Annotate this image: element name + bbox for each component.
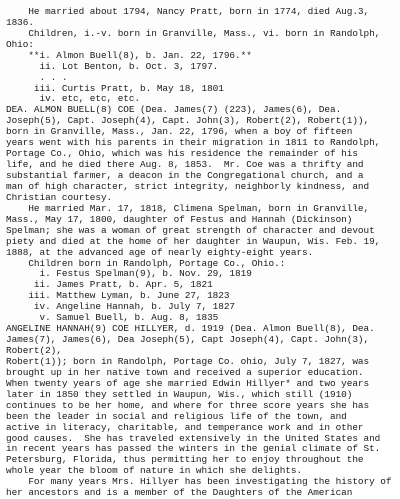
text-line: man of high character, strict integrity, neighborly kindness, and: [6, 180, 370, 192]
text-line: brought up in her native town and received a superior education.: [6, 366, 364, 378]
text-line: been the leader in social and religious life of the town, and: [6, 410, 347, 422]
text-line: active in literacy, charitable, and temperance work and in other: [6, 421, 364, 433]
text-line: v. Samuel Buell, b. Aug. 8, 1835: [6, 312, 219, 324]
text-line: Joseph(5), Capt. Joseph(4), Capt. John(3), Robert(2), Robert(1)),: [6, 115, 370, 127]
text-line: ANGELINE HANNAH(9) COE HILLYER, d. 1919 (Dea. Almon Buell(8), Dea.: [6, 323, 375, 335]
text-line: DEA. ALMON BUELL(8) COE (Dea. James(7) (223), James(6), Dea.: [6, 104, 342, 116]
text-line: substantial farmer, a deacon in the Congregational church, and a: [6, 170, 364, 181]
text-line: piety and died at the home of her daughter in Waupun, Wis. Feb. 19,: [6, 235, 381, 247]
text-line: 1836.: [6, 16, 34, 28]
text-line: Spelman; she was a woman of great strength of character and devout: [6, 224, 375, 236]
text-line: later in 1850 they settled in Waupun, Wis., which still (1910): [6, 388, 353, 400]
text-line: iv. etc, etc, etc.: [6, 93, 141, 105]
text-line: life, and he died there Aug. 8, 1853. Mr. Coe was a thrifty and: [6, 159, 364, 171]
text-line: Children born in Randolph, Portage Co., Ohio.:: [6, 257, 286, 269]
text-line: He married Mar. 17, 1818, Climena Spelman, born in Granville,: [6, 202, 370, 214]
text-line: Robert(1)); born in Randolph, Portage Co. ohio, July 7, 1827, was: [6, 355, 370, 367]
text-line: He married about 1794, Nancy Pratt, born in 1774, died Aug.3,: [6, 5, 370, 17]
genealogy-text-block: [6, 0, 398, 499]
text-line: Christian courtesy.: [6, 191, 113, 203]
text-line: **i. Almon Buell(8), b. Jan. 22, 1796.**: [6, 49, 252, 61]
text-line: James(7), James(6), Dea Joseph(5), Capt Joseph(4), Capt. John(3),: [6, 334, 370, 346]
text-line: Robert(2),: [6, 345, 62, 356]
text-line: in recent years has passed the winters in the genial climate of St.: [6, 443, 381, 455]
text-line: ii. Lot Benton, b. Oct. 3, 1797.: [6, 60, 219, 72]
text-line: Portage Co., Ohio, which was his residence the remainder of his: [6, 148, 358, 160]
text-line: Petersburg, Florida, thus permitting her to enjoy throughout the: [6, 454, 364, 466]
text-line: continues to be her home, and where for three score years she has: [6, 399, 370, 411]
text-line: her ancestors and is a member of the Daughters of the American: [6, 487, 353, 499]
text-line: whole year the bloom of nature in which she delights.: [6, 465, 303, 477]
text-line: iii. Curtis Pratt, b. May 18, 1801: [6, 82, 224, 94]
text-line: 1888, at the advanced age of nearly eighty-eight years.: [6, 246, 314, 258]
text-line: born in Granville, Mass., Jan. 22, 1796, when a boy of fifteen: [6, 126, 353, 138]
text-line: Ohio:: [6, 38, 34, 50]
text-line: . . .: [6, 71, 68, 83]
text-line: i. Festus Spelman(9), b. Nov. 29, 1819: [6, 268, 252, 280]
text-line: When twenty years of age she married Edwin Hillyer* and two years: [6, 377, 370, 389]
text-line: good causes. She has traveled extensively in the United States and: [6, 432, 381, 444]
text-line: years went with his parents in their migration in 1811 to Randolph,: [6, 137, 381, 149]
text-line: iv. Angeline Hannah, b. July 7, 1827: [6, 301, 236, 313]
text-line: Mass., May 17, 1800, daughter of Festus and Hannah (Dickinson): [6, 213, 353, 225]
text-line: For many years Mrs. Hillyer has been investigating the history of: [6, 476, 392, 488]
text-line: ii. James Pratt, b. Apr. 5, 1821: [6, 279, 213, 291]
text-line: Children, i.-v. born in Granville, Mass., vi. born in Randolph,: [6, 27, 381, 39]
text-line: iii. Matthew Lyman, b. June 27, 1823: [6, 290, 230, 302]
